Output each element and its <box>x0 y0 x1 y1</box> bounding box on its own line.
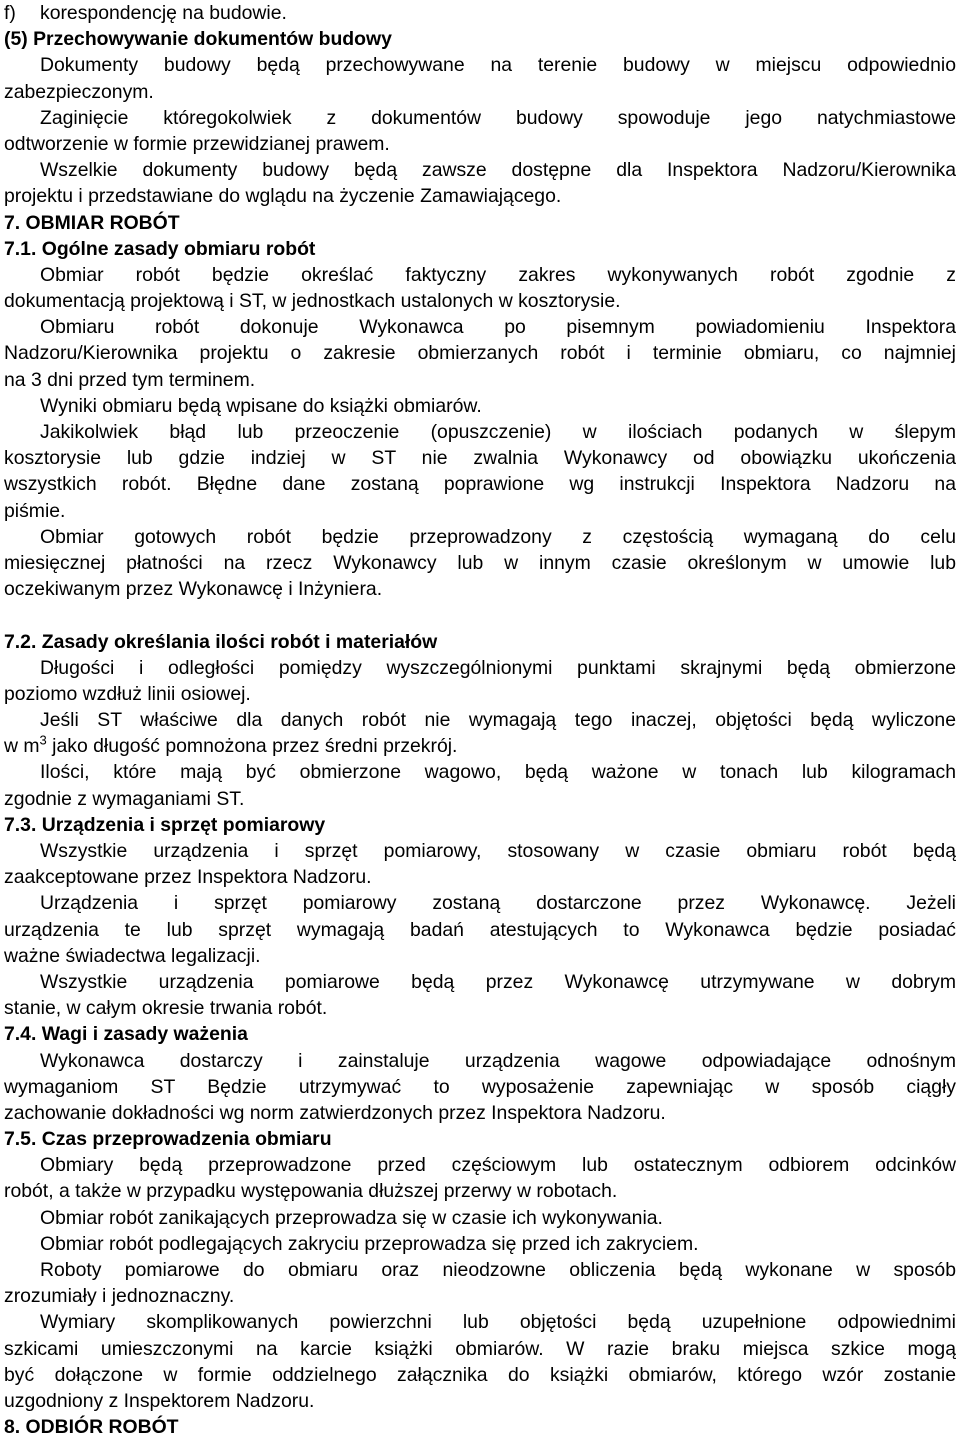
section-heading-7-5: 7.5. Czas przeprowadzenia obmiaru <box>4 1128 332 1151</box>
list-marker: f) <box>4 2 16 24</box>
paragraph-line: Roboty pomiarowe do obmiaru oraz nieodzowne obliczenia będą wykonane w sposób <box>40 1259 956 1281</box>
section-heading-5: (5) Przechowywanie dokumentów budowy <box>4 28 392 51</box>
chapter-heading-8: 8. ODBIÓR ROBÓT <box>4 1416 179 1439</box>
paragraph-line: projektu i przedstawiane do wglądu na życzenie Zamawiającego. <box>4 185 562 208</box>
paragraph-line: Obmiary będą przeprowadzone przed częściowym lub ostatecznym odbiorem odcinków <box>40 1154 956 1177</box>
section-heading-7-1: 7.1. Ogólne zasady obmiaru robót <box>4 237 316 260</box>
paragraph-line: Długości i odległości pomiędzy wyszczególnionymi punktami skrajnymi będą obmierzone <box>40 656 956 679</box>
paragraph-line: oczekiwanym przez Wykonawcę i Inżyniera. <box>4 578 383 601</box>
paragraph-line: Obmiar robót podlegających zakryciu przeprowadza się przed ich zakryciem. <box>40 1232 699 1255</box>
paragraph-line: miesięcznej płatności na rzecz Wykonawcy lub w innym czasie określonym w umowie lub <box>4 551 956 574</box>
paragraph-line: odtworzenie w formie przewidzianej prawem. <box>4 132 390 155</box>
superscript: 3 <box>39 732 47 748</box>
paragraph-line: zachowanie dokładności wg norm zatwierdzonych przez Inspektora Nadzoru. <box>4 1101 666 1124</box>
paragraph-line: dokumentacją projektową i ST, w jednostkach ustalonych w kosztorysie. <box>4 290 621 313</box>
paragraph-line: Wszystkie urządzenia pomiarowe będą przez Wykonawcę utrzymywane w dobrym <box>40 970 956 993</box>
section-heading-7-4: 7.4. Wagi i zasady ważenia <box>4 1023 248 1046</box>
paragraph-line: stanie, w całym okresie trwania robót. <box>4 997 328 1020</box>
paragraph-line: Wszelkie dokumenty budowy będą zawsze dostępne dla Inspektora Nadzoru/Kierownika <box>40 159 956 182</box>
list-item-f <box>4 0 956 26</box>
paragraph-line <box>4 733 956 759</box>
paragraph-line: Jakikolwiek błąd lub przeoczenie (opuszczenie) w ilościach podanych w ślepym <box>40 421 956 443</box>
paragraph-line: na 3 dni przed tym terminem. <box>4 368 256 391</box>
paragraph-line: urządzenia te lub sprzęt wymagają badań atestujących to Wykonawca będzie posiadać <box>4 918 956 941</box>
spacer <box>4 602 956 628</box>
list-item-text: korespondencję na budowie. <box>40 2 287 24</box>
paragraph-line: zabezpieczonym. <box>4 80 154 103</box>
paragraph-line: zrozumiały i jednoznaczny. <box>4 1285 235 1308</box>
section-heading-7-2: 7.2. Zasady określania ilości robót i materiałów <box>4 630 438 653</box>
paragraph-line: robót, a także w przypadku występowania dłuższej przerwy w robotach. <box>4 1180 618 1203</box>
paragraph-line: Wymiary skomplikowanych powierzchni lub objętości będą uzupełnione odpowiednimi <box>40 1311 956 1334</box>
text-run: jako długość pomnożona przez średni przekrój. <box>46 735 458 758</box>
paragraph-line: Wyniki obmiaru będą wpisane do książki obmiarów. <box>40 394 482 417</box>
paragraph-line: wymaganiom ST Będzie utrzymywać to wyposażenie zapewniając w sposób ciągły <box>4 1075 956 1098</box>
section-heading-7-3: 7.3. Urządzenia i sprzęt pomiarowy <box>4 813 326 836</box>
chapter-heading-7: 7. OBMIAR ROBÓT <box>4 211 180 234</box>
paragraph-line: Zaginięcie któregokolwiek z dokumentów budowy spowoduje jego natychmiastowe <box>40 106 956 129</box>
paragraph-line: Obmiaru robót dokonuje Wykonawca po pisemnym powiadomieniu Inspektora <box>40 316 956 339</box>
paragraph-line: zaakceptowane przez Inspektora Nadzoru. <box>4 866 372 889</box>
paragraph-line: uzgodniony z Inspektorem Nadzoru. <box>4 1389 315 1412</box>
paragraph-line: kosztorysie lub gdzie indziej w ST nie zwalnia Wykonawcy od obowiązku ukończenia <box>4 447 956 470</box>
paragraph-line: poziomo wzdłuż linii osiowej. <box>4 682 251 705</box>
paragraph-line: ważne świadectwa legalizacji. <box>4 944 261 967</box>
paragraph-line: Ilości, które mają być obmierzone wagowo, będą ważone w tonach lub kilogramach <box>40 761 956 784</box>
paragraph-line: Jeśli ST właściwe dla danych robót nie wymagają tego inaczej, objętości będą wyliczone <box>40 709 956 732</box>
paragraph-line: Urządzenia i sprzęt pomiarowy zostaną dostarczone przez Wykonawcę. Jeżeli <box>40 892 956 915</box>
paragraph-line: piśmie. <box>4 499 66 522</box>
paragraph-line: Obmiar robót zanikających przeprowadza się w czasie ich wykonywania. <box>40 1206 663 1229</box>
paragraph-line: Nadzoru/Kierownika projektu o zakresie obmierzanych robót i terminie obmiaru, co najmniej <box>4 342 956 365</box>
paragraph-line: Wykonawca dostarczy i zainstaluje urządzenia wagowe odpowiadające odnośnym <box>40 1049 956 1072</box>
paragraph-line: Wszystkie urządzenia i sprzęt pomiarowy, stosowany w czasie obmiaru robót będą <box>40 840 956 862</box>
paragraph-line: wszystkich robót. Błędne dane zostaną poprawione wg instrukcji Inspektora Nadzoru na <box>4 473 956 496</box>
paragraph-line: zgodnie z wymaganiami ST. <box>4 787 245 810</box>
text-run: w m <box>4 735 40 758</box>
paragraph-line: Obmiar gotowych robót będzie przeprowadzony z częstością wymaganą do celu <box>40 525 956 548</box>
paragraph-line: Dokumenty budowy będą przechowywane na terenie budowy w miejscu odpowiednio <box>40 54 956 77</box>
paragraph-line: być dołączone w formie oddzielnego załącznika do książki obmiarów, którego wzór zostanie <box>4 1363 956 1386</box>
paragraph-line: szkicami umieszczonymi na karcie książki obmiarów. W razie braku miejsca szkice mogą <box>4 1337 956 1360</box>
paragraph-line: Obmiar robót będzie określać faktyczny zakres wykonywanych robót zgodnie z <box>40 263 956 286</box>
